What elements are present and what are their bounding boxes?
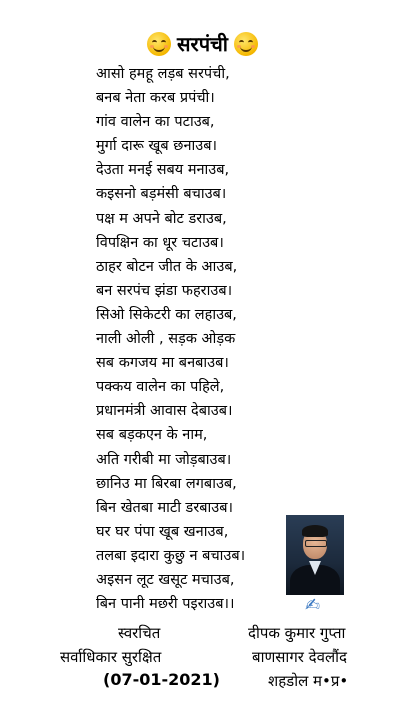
poem-line: बन सरपंच झंडा फहराउब। [96,282,233,299]
poem-line: बिन पानी मछरी पइराउब।। [96,596,235,613]
poem-line: पक्ष म अपने बोट डराउब, [96,210,227,227]
smiling-face-icon [147,32,171,56]
poem-line: सब बड़कएन के नाम, [96,427,208,444]
poem-line: ठाहर बोटन जीत के आउब, [96,258,238,275]
poem-line: सिओ सिकेटरी का लहाउब, [96,306,237,323]
poem-line: आसो हमहू लड़ब सरपंची, [96,66,230,82]
poem-line: नाली ओली , सड़क ओड़क [96,331,236,348]
author-photo [286,515,344,595]
poem-line: पक्कय वालेन का पहिले, [96,379,225,396]
poem-line: विपक्षिन का धूर चटाउब। [96,234,224,251]
author-name: दीपक कुमार गुप्ता [248,624,346,642]
poem-line: सब कगजय मा बनबाउब। [96,355,229,372]
poem-line: बिन खेतबा माटी डरबाउब। [96,499,234,516]
poem-line: बनब नेता करब प्रपंची। [96,90,215,107]
poem-line: कइसनो बड़मंसी बचाउब। [96,186,227,203]
poem-line: गांव वालेन का पटाउब, [96,114,215,131]
author-district: शहडोल म•प्र• [268,672,349,690]
poem-line: छानिउ मा बिरबा लगबाउब, [96,475,237,492]
poem-body [96,62,306,616]
poem-line: देउता मनई सबय मनाउब, [96,162,230,179]
poem-line: तलबा इदारा कुछु न बचाउब। [96,547,246,564]
writing-hand-icon: ✍ [305,595,321,616]
poem-line: अति गरीबी मा जोड़बाउब। [96,451,232,468]
rights-reserved-label: सर्वाधिकार सुरक्षित [60,648,162,666]
poem-title: सरपंची [177,32,228,56]
poem-line: घर घर पंपा खूब खनाउब, [96,523,229,540]
smiling-face-icon [234,32,258,56]
author-place: बाणसागर देवलौंद [252,648,347,666]
title-row [0,30,405,58]
self-written-label: स्वरचित [118,624,161,642]
poem-line: मुर्गा दारू खूब छनाउब। [96,138,217,155]
poem-date: (07-01-2021) [103,670,220,689]
poem-line: प्रधानमंत्री आवास देबाउब। [96,403,233,420]
poem-line: अइसन लूट खसूट मचाउब, [96,571,235,588]
